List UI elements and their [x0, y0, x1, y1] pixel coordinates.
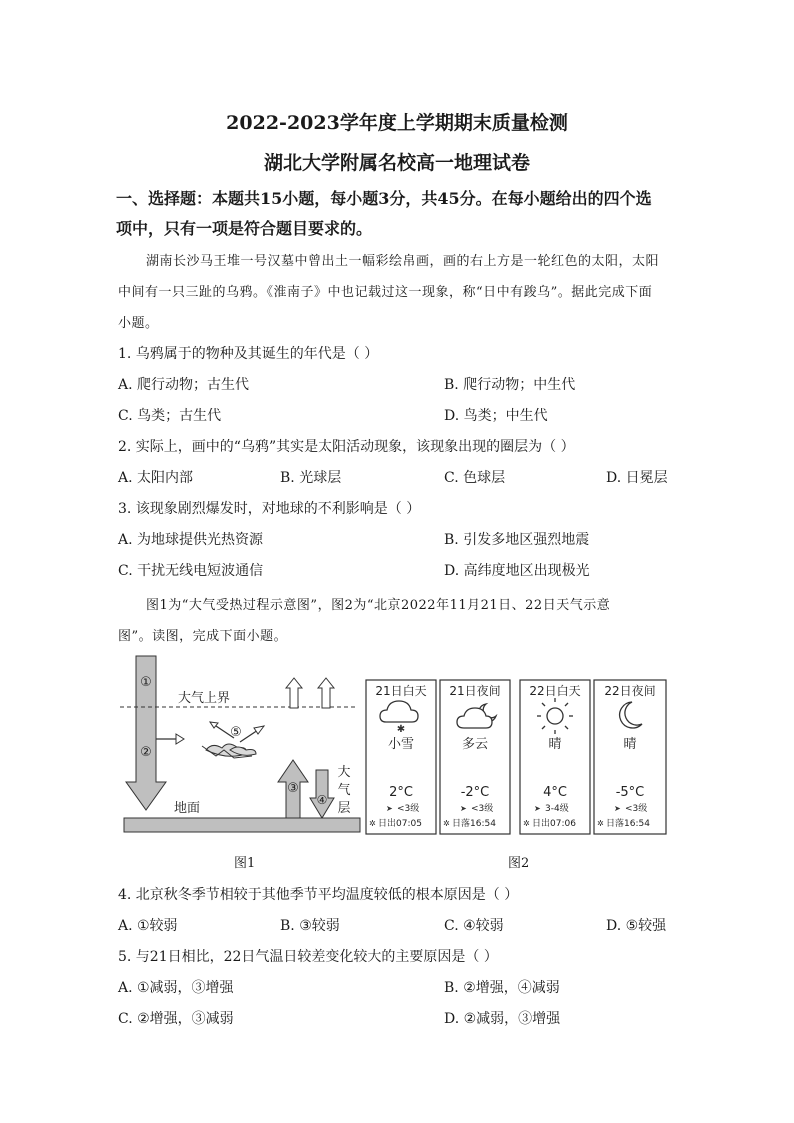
- figure2-weather-panels: [364, 678, 674, 838]
- wind-arrow-icon: ➤: [460, 804, 467, 813]
- question-3-option-c[interactable]: C. 干扰无线电短波通信: [118, 563, 264, 579]
- question-4-option-c[interactable]: C. ④较弱: [444, 918, 504, 934]
- section-heading-line1: 一、选择题：本题共15小题，每小题3分，共45分。在每小题给出的四个选: [116, 189, 652, 208]
- marker-5: ⑤: [230, 725, 242, 740]
- question-4-option-b[interactable]: B. ③较弱: [280, 918, 340, 934]
- question-4-option-a[interactable]: A. ①较弱: [118, 918, 178, 934]
- question-3-option-a[interactable]: A. 为地球提供光热资源: [118, 532, 264, 548]
- sun-small-icon: ✲: [523, 819, 530, 828]
- atmosphere-layer-label-2: 气: [337, 783, 351, 798]
- question-1-option-d[interactable]: D. 鸟类；中生代: [444, 408, 548, 424]
- question-2-option-d[interactable]: D. 日冕层: [606, 470, 668, 486]
- question-1-option-a[interactable]: A. 爬行动物；古生代: [118, 377, 250, 393]
- figure2-caption: 图2: [508, 856, 530, 871]
- arrowhead-5b: [254, 726, 264, 734]
- question-5-option-b[interactable]: B. ②增强，④减弱: [444, 980, 560, 996]
- question-5-option-c[interactable]: C. ②增强，③减弱: [118, 1011, 234, 1027]
- temperature-value: -2°C: [460, 785, 490, 800]
- question-2-option-b[interactable]: B. 光球层: [280, 470, 342, 486]
- question-4-stem: 4. 北京秋冬季节相较于其他季节平均温度较低的根本原因是（ ）: [118, 887, 519, 903]
- sun-small-icon: ✲: [369, 819, 376, 828]
- reflection-arrowhead: [176, 734, 184, 744]
- figure1-diagram: [118, 652, 363, 838]
- atmosphere-layer-label-1: 大: [337, 765, 351, 780]
- marker-3: ③: [287, 781, 299, 796]
- panel-title: 22日白天: [529, 684, 581, 698]
- marker-2: ②: [140, 745, 152, 760]
- question-1-stem: 1. 乌鸦属于的物种及其诞生的年代是（ ）: [118, 346, 379, 362]
- passage2-line2: 图”。读图，完成下面小题。: [118, 629, 288, 644]
- section-heading-line2: 项中，只有一项是符合题目要求的。: [116, 219, 373, 238]
- question-3-option-d[interactable]: D. 高纬度地区出现极光: [444, 563, 590, 579]
- question-5-stem: 5. 与21日相比，22日气温日较差变化较大的主要原因是（ ）: [118, 949, 498, 965]
- weather-label: 晴: [623, 737, 637, 752]
- question-1-option-c[interactable]: C. 鸟类；古生代: [118, 408, 222, 424]
- question-2-option-c[interactable]: C. 色球层: [444, 470, 506, 486]
- sun-time: 日落16:54: [452, 819, 496, 829]
- wind-arrow-icon: ➤: [386, 804, 393, 813]
- panel-title: 21日白天: [375, 684, 427, 698]
- question-5-option-a[interactable]: A. ①减弱，③增强: [118, 980, 234, 996]
- question-1-option-b[interactable]: B. 爬行动物；中生代: [444, 377, 576, 393]
- passage1-line1: 湖南长沙马王堆一号汉墓中曾出土一幅彩绘帛画，画的右上方是一轮红色的太阳，太阳: [146, 254, 660, 269]
- exam-title: 2022-2023学年度上学期期末质量检测: [226, 112, 568, 134]
- temperature-value: 4°C: [543, 785, 567, 800]
- wind-arrow-icon: ➤: [534, 804, 541, 813]
- sun-time: 日出07:06: [532, 819, 576, 829]
- figure1-caption: 图1: [234, 856, 256, 871]
- passage1-line2: 中间有一只三趾的乌鸦。《淮南子》中也记载过这一现象，称“日中有踆乌”。据此完成下面: [118, 285, 653, 300]
- sun-small-icon: ✲: [597, 819, 604, 828]
- space-arrow-1: [286, 678, 302, 708]
- atmosphere-top-label: 大气上界: [178, 691, 231, 706]
- wind-level: 3-4级: [545, 804, 569, 814]
- space-arrow-2: [318, 678, 334, 708]
- marker-4: ④: [316, 793, 328, 807]
- weather-label: 小雪: [387, 737, 415, 752]
- question-2-stem: 2. 实际上，画中的“乌鸦”其实是太阳活动现象，该现象出现的圈层为（ ）: [118, 439, 575, 455]
- svg-text:✱: ✱: [396, 724, 406, 735]
- panel-title: 22日夜间: [604, 684, 656, 698]
- passage1-line3: 小题。: [118, 316, 159, 331]
- question-5-option-d[interactable]: D. ②减弱，③增强: [444, 1011, 561, 1027]
- sun-time: 日落16:54: [606, 819, 650, 829]
- question-4-option-d[interactable]: D. ⑤较强: [606, 918, 667, 934]
- panel-title: 21日夜间: [449, 684, 501, 698]
- weather-label: 晴: [548, 737, 562, 752]
- wind-level: <3级: [397, 804, 420, 814]
- temperature-value: 2°C: [389, 785, 413, 800]
- ground-label: 地面: [174, 801, 201, 816]
- wind-level: <3级: [471, 804, 494, 814]
- question-2-option-a[interactable]: A. 太阳内部: [118, 470, 194, 486]
- exam-subtitle: 湖北大学附属名校高一地理试卷: [263, 152, 530, 174]
- question-3-stem: 3. 该现象剧烈爆发时，对地球的不利影响是（ ）: [118, 501, 421, 517]
- temperature-value: -5°C: [615, 785, 645, 800]
- passage2-line1: 图1为“大气受热过程示意图”，图2为“北京2022年11月21日、22日天气示意: [146, 598, 611, 613]
- atmosphere-layer-label-3: 层: [337, 801, 351, 816]
- sun-small-icon: ✲: [443, 819, 450, 828]
- ground-bar: [124, 818, 360, 832]
- wind-level: <3级: [625, 804, 648, 814]
- marker-1: ①: [140, 675, 152, 690]
- weather-label: 多云: [461, 737, 489, 752]
- wind-arrow-icon: ➤: [614, 804, 621, 813]
- question-3-option-b[interactable]: B. 引发多地区强烈地震: [444, 532, 590, 548]
- sun-time: 日出07:05: [378, 819, 422, 829]
